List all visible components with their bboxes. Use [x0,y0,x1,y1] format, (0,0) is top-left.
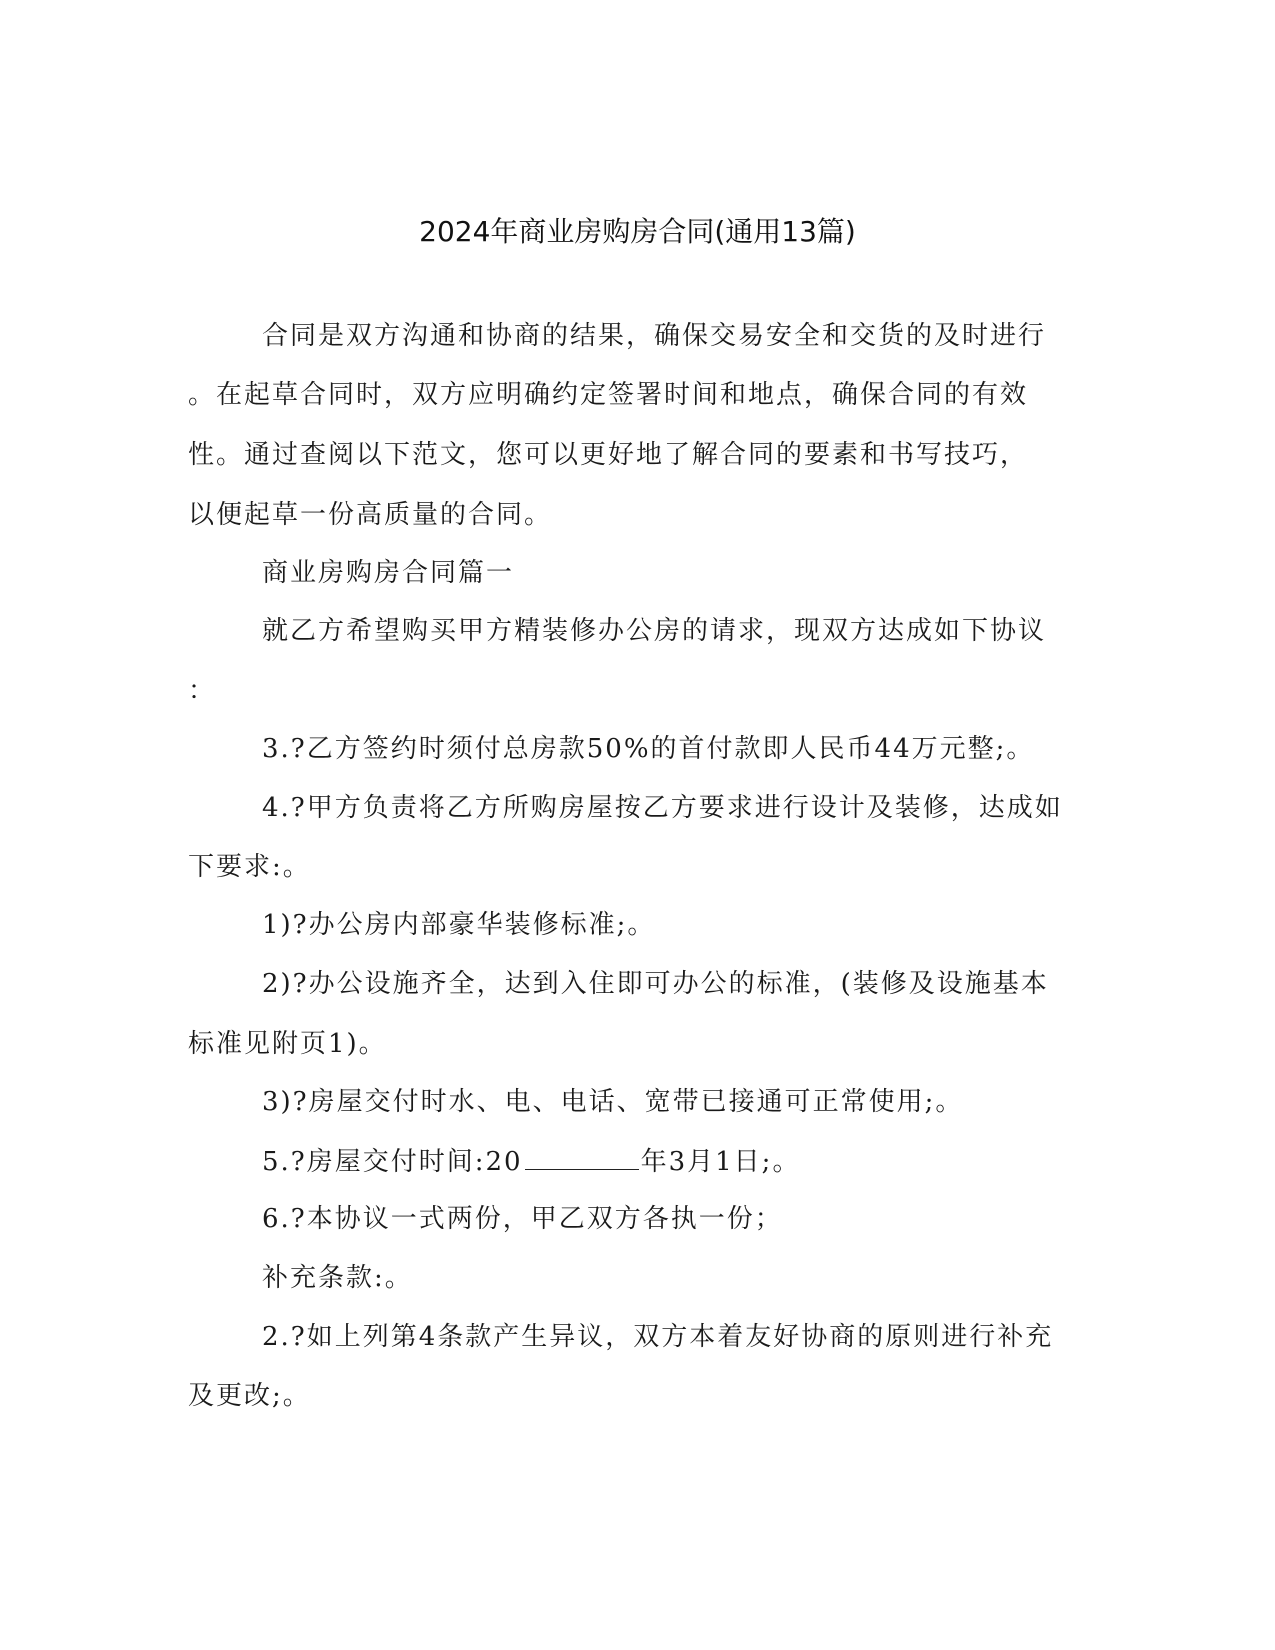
supplement-2-line-1: 2.?如上列第4条款产生异议，双方本着友好协商的原则进行补充 [262,1322,1054,1352]
clause-5-prefix: 5.?房屋交付时间:20 [262,1147,523,1177]
clause-4-line-2: 下要求:。 [188,852,311,882]
document-title: 2024年商业房购房合同(通用13篇) [419,215,856,248]
clause-5-suffix: 年3月1日;。 [640,1147,801,1177]
subclause-2-line-1: 2)?办公设施齐全，达到入住即可办公的标准，(装修及设施基本 [262,969,1049,999]
subclause-1: 1)?办公房内部豪华装修标准;。 [262,910,656,940]
clause-6: 6.?本协议一式两份，甲乙双方各执一份； [262,1204,783,1234]
supplement-heading: 补充条款:。 [262,1263,413,1293]
clause-4-line-1: 4.?甲方负责将乙方所购房屋按乙方要求进行设计及装修，达成如 [262,793,1063,823]
intro-line-2: 。在起草合同时，双方应明确约定签署时间和地点，确保合同的有效 [188,380,1029,410]
subclause-2-line-2: 标准见附页1)。 [188,1029,387,1059]
intro-line-3: 性。通过查阅以下范文，您可以更好地了解合同的要素和书写技巧， [188,440,1029,470]
date-blank-line [525,1143,639,1170]
supplement-2-line-2: 及更改;。 [188,1381,311,1411]
intro-line-4: 以便起草一份高质量的合同。 [188,500,553,530]
intro-line-1: 合同是双方沟通和协商的结果，确保交易安全和交货的及时进行 [262,321,1047,351]
agreement-line-1: 就乙方希望购买甲方精装修办公房的请求，现双方达成如下协议 [262,616,1047,646]
section-heading: 商业房购房合同篇一 [262,558,515,588]
clause-3: 3.?乙方签约时须付总房款50%的首付款即人民币44万元整;。 [262,734,1035,764]
agreement-line-2: ： [188,676,217,706]
clause-5 [262,1143,800,1180]
subclause-3: 3)?房屋交付时水、电、电话、宽带已接通可正常使用;。 [262,1087,964,1117]
